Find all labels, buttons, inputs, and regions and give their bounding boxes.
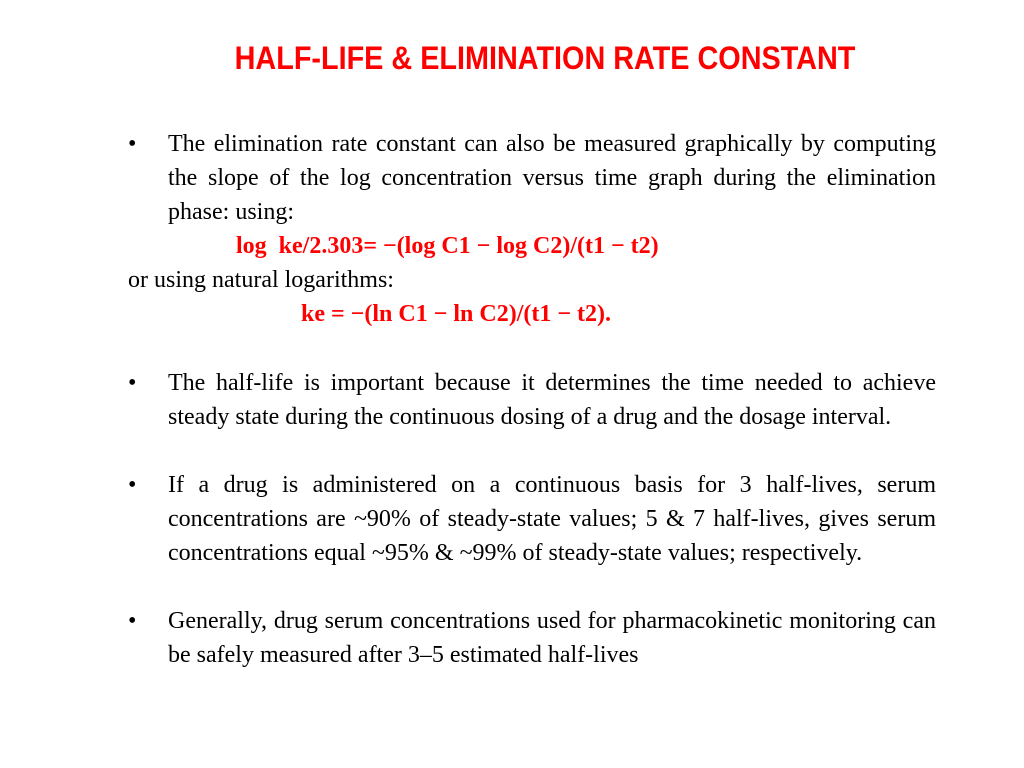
bullet-marker: •: [128, 370, 137, 396]
bullet-marker: •: [128, 608, 137, 634]
bullet-text: The elimination rate constant can also be measured graphically by computing the slope of the log concentration versus time graph during the elimination phase: using:: [168, 131, 936, 225]
bullet-text: The half-life is important because it determines the time needed to achieve steady state during the continuous dosing of a drug and the dosage interval.: [168, 370, 936, 430]
bullet-text: Generally, drug serum concentrations used for pharmacokinetic monitoring can be safely measured after 3–5 estimated half-lives: [168, 608, 936, 668]
slide-title: HALF-LIFE & ELIMINATION RATE CONSTANT: [234, 40, 856, 76]
formula-log-ke: log ke/2.303= −(log C1 − log C2)/(t1 − t2): [236, 233, 659, 259]
natural-log-text: or using natural logarithms:: [128, 267, 394, 293]
bullet-marker: •: [128, 472, 137, 498]
bullet-text: If a drug is administered on a continuous basis for 3 half-lives, serum concentrations are ~90% of steady-state values; 5 & 7 half-lives, gives serum concentrations equal ~95% & ~99% of steady-state values; respectively.: [168, 472, 936, 566]
formula-ln-ke: ke = −(ln C1 − ln C2)/(t1 − t2).: [301, 301, 612, 327]
bullet-marker: •: [128, 131, 137, 157]
